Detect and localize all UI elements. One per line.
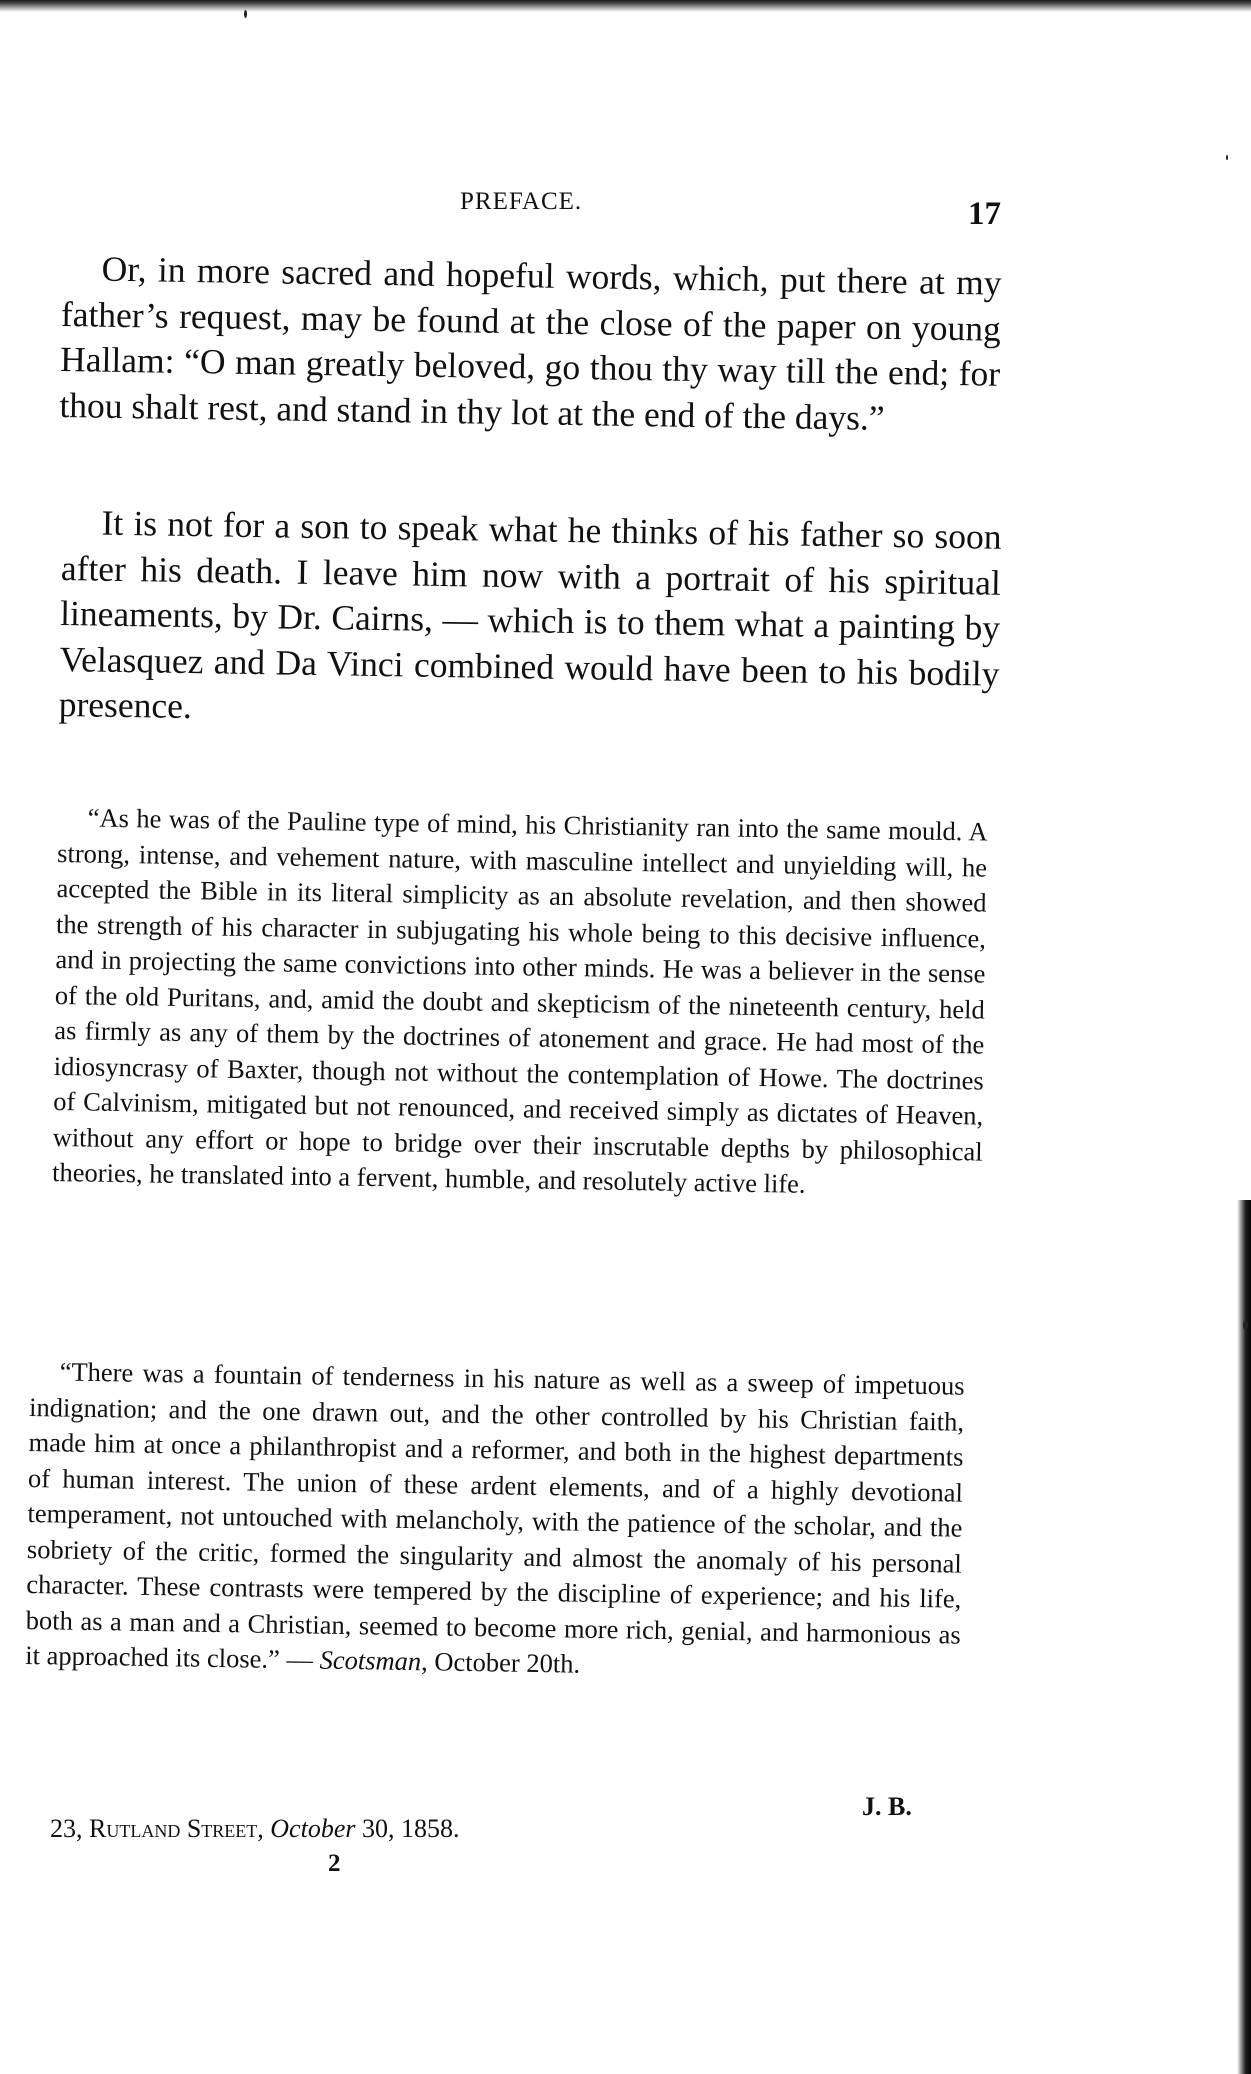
scan-edge-top [0, 0, 1251, 12]
body-paragraph-1 [59, 246, 1002, 443]
quotation-paragraph-1 [52, 800, 988, 1205]
quotation-text: “There was a fountain of tenderness in his nature as well as a sweep of impetuous indignation; and the one drawn out, and the other controlled by his Christian faith, made him at once a philanthropist and a reformer, and both in the highest departments of human interest. The union of these ardent elements, and of a highly devotional temperament, not untouched with melancholy, with the patience of the scholar, and the sobriety of the critic, formed the singularity and almost the anomaly of his personal character. These contrasts were tempered by the discipline of experience; and his life, both as a man and a Christian, seemed to become more rich, genial, and harmonious as it approached its close.” [25, 1356, 965, 1674]
attribution-source: Scotsman [319, 1644, 422, 1677]
attribution-dash: — [279, 1643, 320, 1675]
paragraph-text: Or, in more sacred and hopeful words, which, put there at my father’s request, may be found at the close of the paper on young Hallam: “O man greatly beloved, go thou thy way till the end; for thou shalt rest, and stand in thy lot at the end of the days.” [59, 248, 1002, 438]
date-day-year: 30, 1858. [355, 1814, 460, 1843]
quotation-text: “As he was of the Pauline type of mind, his Christianity ran into the same mould. A strong, intense, and vehement nature, with masculine intellect and unyielding will, he accepted the Bible in its literal simplicity as an absolute revelation, and then showed the strength of his character in subjugating his whole being to this decisive influence, and in projecting the same convictions into other minds. He was a believer in the sense of the old Puritans, and, amid the doubt and skepticism of the nineteenth century, held as firmly as any of them by the doctrines of atonement and grace. He had most of the idiosyncrasy of Baxter, though not without the contemplation of Howe. The doctrines of Calvinism, mitigated but not renounced, and received simply as dictates of Heaven, without any effort or hope to bridge over their inscrutable depths by philosophical theories, he translated into a fervent, humble, and resolutely active life. [51, 802, 988, 1199]
quotation-text-block [25, 1354, 965, 1688]
scan-edge-right [1237, 1200, 1251, 2074]
body-paragraph-2 [58, 500, 1001, 742]
signature-initials: J. B. [862, 1792, 912, 1821]
address-number: 23, [50, 1814, 89, 1843]
quotation-paragraph-2 [25, 1354, 965, 1688]
page-number: 17 [968, 196, 1001, 232]
running-head: PREFACE. [460, 188, 583, 215]
scan-speck [1226, 155, 1228, 160]
printer-signature-mark: 2 [328, 1850, 341, 1877]
date-month: October [270, 1814, 356, 1843]
address-comma: , [257, 1814, 271, 1843]
dateline [50, 1814, 459, 1844]
attribution-date: , October 20th. [420, 1646, 581, 1679]
scan-speck [244, 10, 247, 18]
paragraph-text: It is not for a son to speak what he thinks of his father so soon after his death. I leave him now with a portrait of his spiritual lineaments, by Dr. Cairns, — which is to them what a painting by Velasquez and Da Vinci combined would have been to his bodily presence. [58, 502, 1002, 727]
scan-speck [1243, 1320, 1248, 1330]
address-street: Rutland Street [89, 1814, 258, 1843]
